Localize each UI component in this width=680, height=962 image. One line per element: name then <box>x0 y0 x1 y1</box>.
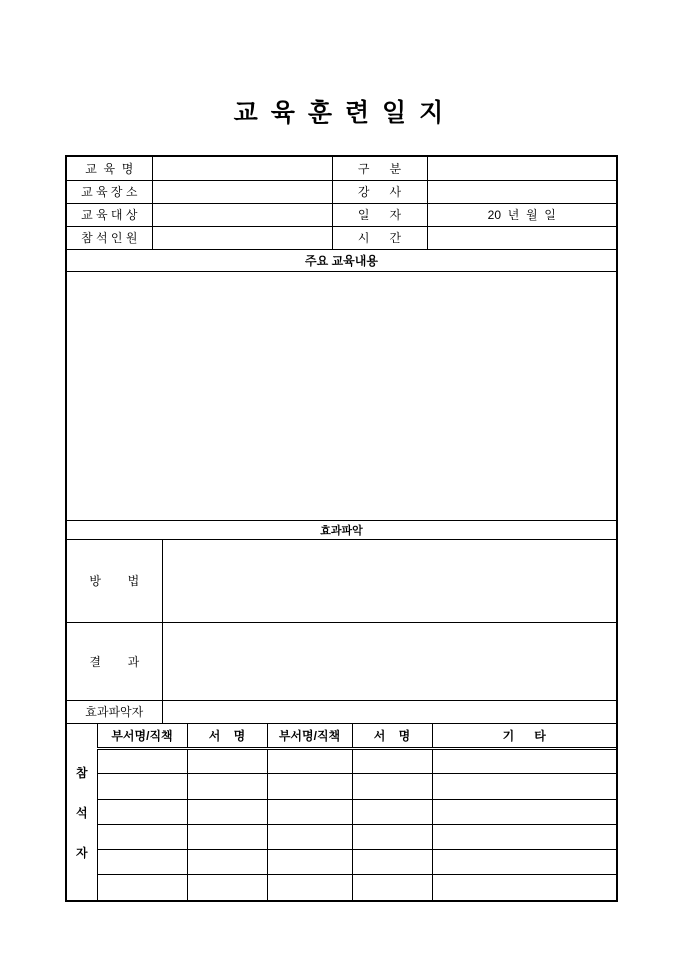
field-label-education-place: 교 육 장 소 <box>67 180 152 203</box>
field-value-education-target[interactable] <box>152 203 332 226</box>
main-content-area[interactable] <box>67 272 616 520</box>
attendee-side-label <box>67 724 97 901</box>
page-title: 교 육 훈 련 일 지 <box>233 99 447 127</box>
method-input-area[interactable] <box>162 540 616 622</box>
attendee-cell[interactable] <box>187 799 267 824</box>
side-char-1: 참 <box>75 765 88 780</box>
assessor-input-area[interactable] <box>162 700 616 723</box>
side-char-3: 자 <box>75 845 88 860</box>
attendee-row-5 <box>67 850 616 875</box>
attendee-cell[interactable] <box>432 850 616 875</box>
effect-table <box>67 540 616 723</box>
attendee-cell[interactable] <box>432 875 616 900</box>
attendee-cell[interactable] <box>432 824 616 849</box>
info-row-4 <box>67 226 616 249</box>
attendee-cell[interactable] <box>187 850 267 875</box>
field-value-instructor[interactable] <box>427 180 616 203</box>
attendee-cell[interactable] <box>97 774 187 799</box>
effect-method-row <box>67 540 616 622</box>
field-label-instructor: 강 사 <box>332 180 427 203</box>
attendee-side-chars <box>67 752 97 872</box>
attendee-row-3 <box>67 799 616 824</box>
attendee-cell[interactable] <box>97 875 187 900</box>
attendee-row-2 <box>67 774 616 799</box>
assessor-label: 효과파악자 <box>67 700 162 723</box>
attendee-cell[interactable] <box>187 875 267 900</box>
attendee-cell[interactable] <box>352 799 432 824</box>
info-table <box>67 157 616 249</box>
field-value-date[interactable]: 20 년 월 일 <box>427 203 616 226</box>
attendee-cell[interactable] <box>352 850 432 875</box>
field-value-time[interactable] <box>427 226 616 249</box>
attendee-header-row <box>67 724 616 749</box>
attendee-row-4 <box>67 824 616 849</box>
field-value-category[interactable] <box>427 157 616 180</box>
info-row-3 <box>67 203 616 226</box>
field-label-category: 구 분 <box>332 157 427 180</box>
main-content-header: 주요 교육내용 <box>67 249 616 272</box>
attendee-row-6 <box>67 875 616 900</box>
attendee-col-dept-1: 부서명/직책 <box>97 724 187 749</box>
attendee-col-sign-2: 서 명 <box>352 724 432 749</box>
attendee-cell[interactable] <box>267 875 352 900</box>
info-row-2 <box>67 180 616 203</box>
attendee-cell[interactable] <box>352 875 432 900</box>
effect-result-row <box>67 622 616 700</box>
result-label: 결 과 <box>67 622 162 700</box>
effect-section-header: 효과파악 <box>67 520 616 540</box>
side-char-2: 석 <box>75 805 88 820</box>
attendee-row-1 <box>67 749 616 774</box>
attendee-cell[interactable] <box>352 749 432 774</box>
method-label: 방 법 <box>67 540 162 622</box>
info-row-1 <box>67 157 616 180</box>
attendee-cell[interactable] <box>352 774 432 799</box>
attendee-cell[interactable] <box>432 799 616 824</box>
attendee-col-etc: 기 타 <box>432 724 616 749</box>
attendee-cell[interactable] <box>267 850 352 875</box>
field-label-time: 시 간 <box>332 226 427 249</box>
attendee-cell[interactable] <box>187 824 267 849</box>
attendee-cell[interactable] <box>97 749 187 774</box>
attendee-cell[interactable] <box>97 850 187 875</box>
field-value-education-place[interactable] <box>152 180 332 203</box>
result-input-area[interactable] <box>162 622 616 700</box>
training-log-form <box>65 155 618 902</box>
attendee-cell[interactable] <box>187 774 267 799</box>
field-label-education-target: 교 육 대 상 <box>67 203 152 226</box>
field-label-attendee-count: 참 석 인 원 <box>67 226 152 249</box>
attendee-cell[interactable] <box>97 799 187 824</box>
attendee-cell[interactable] <box>267 799 352 824</box>
field-value-attendee-count[interactable] <box>152 226 332 249</box>
attendee-cell[interactable] <box>352 824 432 849</box>
attendee-cell[interactable] <box>187 749 267 774</box>
attendee-cell[interactable] <box>432 774 616 799</box>
field-label-education-name: 교 육 명 <box>67 157 152 180</box>
field-value-education-name[interactable] <box>152 157 332 180</box>
field-label-date: 일 자 <box>332 203 427 226</box>
effect-assessor-row <box>67 700 616 723</box>
attendee-table <box>67 723 616 900</box>
attendee-cell[interactable] <box>267 749 352 774</box>
attendee-col-dept-2: 부서명/직책 <box>267 724 352 749</box>
attendee-cell[interactable] <box>267 824 352 849</box>
attendee-cell[interactable] <box>267 774 352 799</box>
attendee-cell[interactable] <box>97 824 187 849</box>
attendee-col-sign-1: 서 명 <box>187 724 267 749</box>
attendee-cell[interactable] <box>432 749 616 774</box>
